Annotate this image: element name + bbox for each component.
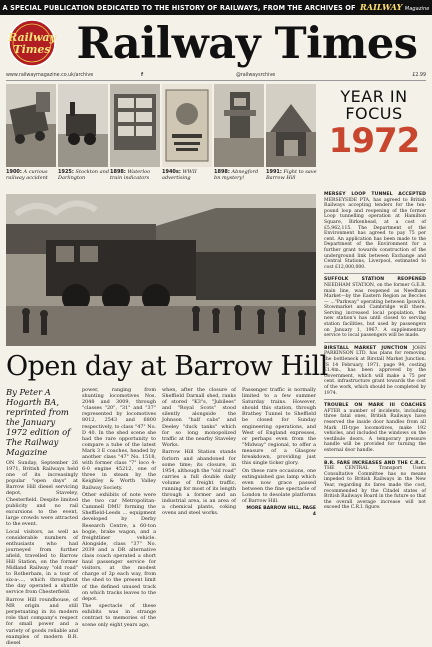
news-body: MERSEYSIDE PTA, has agreed to British Railways accepting tenders for the ten-pound loop and reopening of the former Loop tunnelling operation at Hamilton Square, Birkenhead, at a cost of £5,962,115. The Department of the Environment has agreed to pay 75 per cent. An application has been made to the Department of the Environment for a further grant towards construction of the underground link between Exchange and Central Stations, Liverpool, estimated to cost £12,000,000. <box>324 197 426 270</box>
price: £2.99 <box>412 73 426 78</box>
info-bar <box>6 72 426 81</box>
article-col-3 <box>162 387 236 518</box>
col4-p1: Passenger traffic is normally limited to a few summer Saturday trains. However, should this station, through Brathey Tunnel to Sheffield be closed for Sunday engineering operations, and West of England expresses, or perhaps even from the "Midway" regional, to offer a measure of a Glasgow breakdown, providing just this single ticker glory. <box>242 387 316 467</box>
news-body: THE CENTRAL Transport Users Consultative Committee has no means impeded to British Railways in the New Year, regarding its fares made the cost, recommended by the Citadel states of British Railways Board in the future so that the overall average increase will not exceed the C.R.I. figure. <box>324 466 426 511</box>
col3-p1: when, after the closure of Sheffield Darnall shed, ranks of stored "K3"s, "Jubilees" and "Royal Scots" stood silently alongside the Johnson "half cabs" and Deeley "duck tanks" which for so long monopolized traffic at the nearby Staveley Works. <box>162 387 236 448</box>
caption-3-text: Waterloo train indicators <box>110 169 151 181</box>
col3-p2: Barrow Hill Station stands forlorn and abandoned for some time; its closure, in 1954, although the "old road" carries a full double daily volume of freight traffic, running for most of its length through a former and an industrial area, is an area of a chemical plants, coking ovens and steel works. <box>162 449 236 517</box>
thumb-mystery[interactable] <box>214 84 264 167</box>
logo-line1: Railway <box>8 31 56 44</box>
banner-text: A SPECIAL PUBLICATION DEDICATED TO THE HISTORY OF RAILWAYS, FROM THE ARCHIVES OF <box>2 4 356 12</box>
headline: Open day at Barrow Hill <box>6 351 328 382</box>
news-item <box>324 461 426 511</box>
thumb-stockton-darlington[interactable] <box>58 84 108 167</box>
news-body: AFTER a number of incidents, including three fatal ones, British Railways have reserved the inside door handles from all Mark III-type locomotives, make 192 vehicles, and included the windows on the vestibule doors. A temporary pressure handle will be provided for turning the external door handle. <box>324 408 426 453</box>
masthead-title: Railway Times <box>76 19 418 69</box>
year-in-focus-line1: YEAR IN <box>340 87 408 106</box>
more-link[interactable]: MORE BARROW HILL, PAGE 4 <box>246 505 316 517</box>
top-banner <box>0 0 432 15</box>
news-head: B.R. FARE INCREASES AND THE C.R.C. <box>324 460 426 466</box>
caption-6-year: 1991: <box>266 169 282 175</box>
thumb-waterloo-indicators[interactable] <box>110 84 160 167</box>
caption-1-text: A curious railway accident <box>6 169 48 181</box>
year-in-focus-year: 1972 <box>328 121 420 161</box>
news-item <box>324 277 426 339</box>
thumb-accident[interactable] <box>6 84 56 167</box>
twitter-handle[interactable]: @railwaysrchive <box>236 73 276 78</box>
railway-times-logo[interactable] <box>6 18 58 68</box>
news-sidebar <box>324 192 426 562</box>
col4-p2: On these rare occasions, one extinguished gas lamp which even now grace passed between the fine spectacle of London to desolate platforms of Barrow Hill. <box>242 467 316 505</box>
news-head: TROUBLE ON MARK III COACHES <box>324 403 426 409</box>
caption-4-text: WWII advertising <box>162 169 197 181</box>
news-head: BIRSTALL MARKET JUNCTION <box>324 345 408 351</box>
news-item <box>324 346 426 396</box>
news-head: SUFFOLK STATION REOPENED <box>324 277 426 283</box>
article-col-1 <box>6 387 78 647</box>
caption-6 <box>266 169 318 181</box>
caption-2-text: Stockton and Darlington <box>58 169 110 181</box>
col2-p1: power, ranging from shunting locomotives Nos. 2048 and 3009, through "classes "20", "31" and "37" represented by locomotives 8012, 2543 and 6800 respectively, to class "47" No. D 40. In the shed scene she had the rare opportunity to compare a tube of the latest Mark 3 E coaches, headed by another class "47" No. 1518, with former class "7" loco 4-6-0 engine 45212, one of three in steam by the Keighley & Worth Valley Railway Society. <box>82 387 156 491</box>
news-item <box>324 403 426 453</box>
col2-p3: The spectacle of these exhibits was in strange contrast to memories of the scene only eight years ago, <box>82 603 156 628</box>
article-col-2 <box>82 387 156 629</box>
thumb-wwii-advertising[interactable] <box>162 84 212 167</box>
year-in-focus <box>322 88 426 190</box>
caption-2-year: 1925: <box>58 169 74 175</box>
news-body: NEEDHAM STATION, on the former G.E.R. main line, was reopened as Needham Market—by the Eastern Region as Beccles— ..."Parkway" operating between Ipswich, Stowmarket and Cambridge will there. Serving increased local population, the new station's has until closed to serving station facilities, but used by passengers on January 1, 1967. A supplementary service to local passengers will be made. <box>324 282 426 339</box>
divider <box>324 273 426 274</box>
banner-brand: RAILWAY <box>360 2 403 12</box>
caption-1 <box>6 169 58 181</box>
caption-4-year: 1940s: <box>162 169 181 175</box>
divider <box>324 457 426 458</box>
col2-p2: Other exhibits of note were the two car Metropolitan-Cammell DMU forming the Sheffield-Leeds ... equipment developed by Derby Research Centre, a 60-ton bogie, brake wagon, and a freightliner vehicle. Alongside, class "37" No. 2039 and a DR alternative class coach operated a short haul passenger service for visitors, at the modest charge of 2p each way, from the shed to the present limit of the defined unused track on which tracks leaves to the depot. <box>82 492 156 602</box>
news-head: MERSEY LOOP TUNNEL ACCEPTED <box>324 192 426 197</box>
thumb-barrow-hill[interactable] <box>266 84 316 167</box>
logo-line2: Times <box>13 43 51 56</box>
facebook-icon[interactable]: f <box>141 73 144 78</box>
caption-6-text: Fight to save Barrow Hill <box>266 169 317 181</box>
article-col-4 <box>242 387 316 519</box>
year-in-focus-line2: FOCUS <box>345 104 403 123</box>
col1-p1: ON Sunday, September 26 1971, British Railways held one of its increasingly popular "open days" at Barrow Hill diesel servicing depot, Staveley, Chesterfield. Despite limited publicity and no rail excursions to the event, large crowds were attracted to the event. <box>6 460 78 527</box>
banner-brand-suffix: Magazine <box>404 6 430 12</box>
archive-url[interactable]: www.railwaymagazine.co.uk/archive <box>6 73 94 78</box>
caption-5-year: 1898: <box>214 169 230 175</box>
caption-5-text: Abnegford bn mystery! <box>214 169 259 181</box>
news-body: JOHN PARKINSON LTD. has plans for removing the bottleneck at Birstall Market Junction. IS 14 February, 1971, page 94, costing £1.4m., has been approved by the Government, which will make a 75 per cent. infrastructure grant towards the cost of the work, which should be completed by 1974. <box>324 345 426 396</box>
caption-5 <box>214 169 266 181</box>
col1-p3: Barrow Hill roundhouse, of MR origin and still perpetuating in its modern role that company's respect for small power and a variety of goods reliable and examples of modern B.R. diesel <box>6 597 78 646</box>
caption-3 <box>110 169 162 181</box>
divider <box>324 399 426 400</box>
hero-photo[interactable] <box>6 194 316 346</box>
news-item <box>324 192 426 270</box>
caption-2 <box>58 169 110 181</box>
divider <box>324 342 426 343</box>
col1-p2: Local visitors, as well as considerable numbers of enthusiasts who had journeyed from further afield, travelled to Barrow Hill Station, on the former Midland Railway "old road" to Rotherham, in a tour of six-a-..., which throughout the day operated a shuttle service from Chesterfield. <box>6 528 78 596</box>
caption-1-year: 1900: <box>6 169 22 175</box>
byline: By Peter A Hogarth BA, reprinted from the January 1972 edition of The Railway Magazine <box>6 387 71 457</box>
caption-3-year: 1898: <box>110 169 126 175</box>
caption-4 <box>162 169 214 181</box>
photo-strip <box>6 84 316 190</box>
